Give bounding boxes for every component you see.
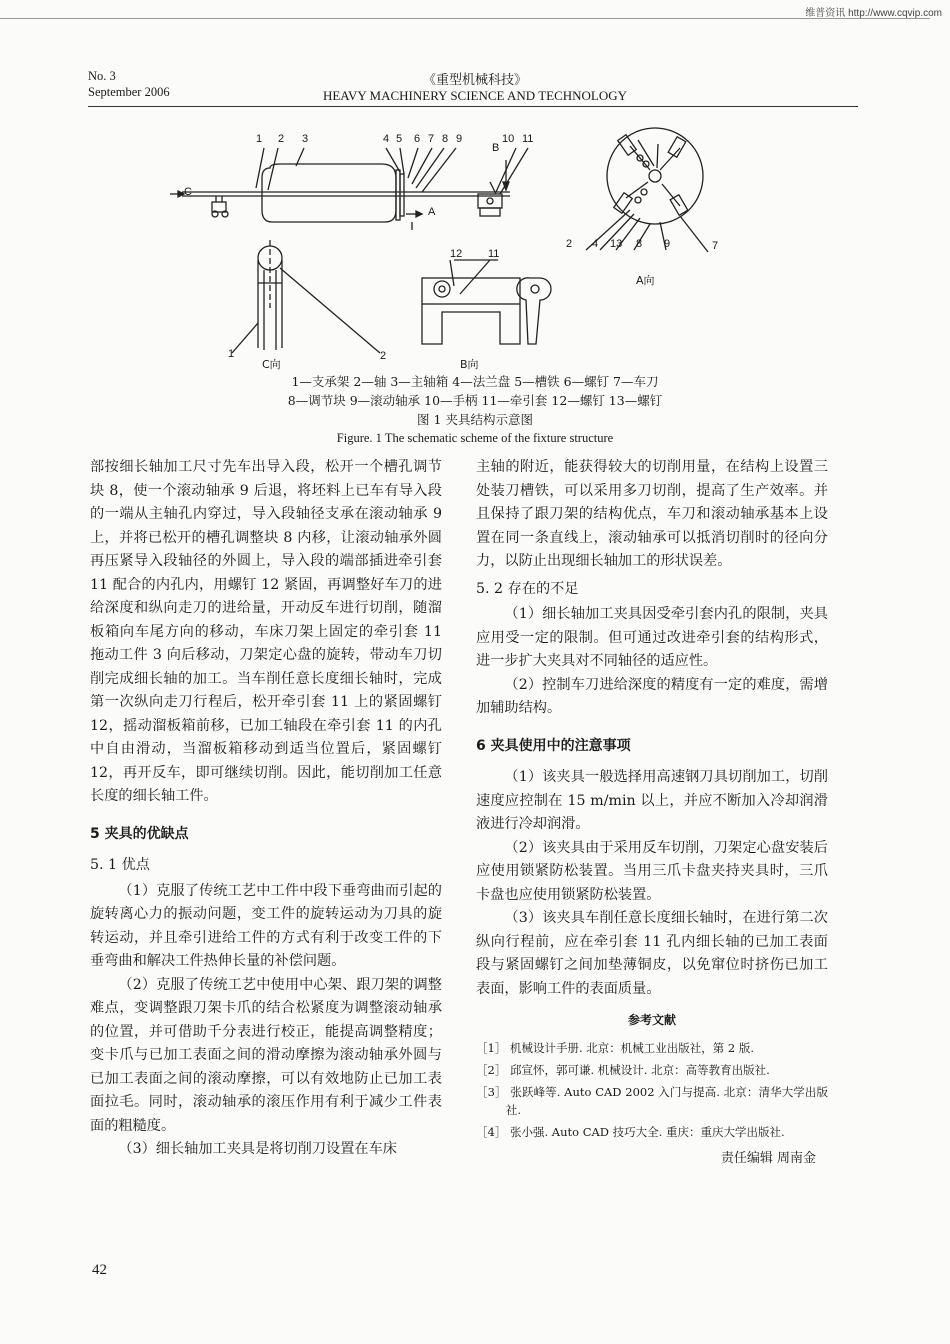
a-view-num-8: 8	[636, 238, 643, 250]
fig-label-c-arrow: C	[184, 186, 192, 198]
section-6-heading: 6 夹具使用中的注意事项	[476, 737, 631, 754]
a-view-num-13: 13	[610, 238, 623, 250]
journal-title-en: HEAVY MACHINERY SCIENCE AND TECHNOLOGY	[322, 88, 628, 103]
reference-item: ［3］ 张跃峰等. Auto CAD 2002 入门与提高. 北京：清华大学出版社.	[476, 1084, 828, 1117]
figure-caption-cn: 图 1 夹具结构示意图	[417, 412, 533, 427]
reference-item: ［2］ 邱宣怀，郭可谦. 机械设计. 北京：高等教育出版社.	[476, 1062, 770, 1077]
fig-label-6: 6	[414, 133, 421, 145]
a-view-num-2: 2	[566, 238, 573, 250]
watermark: 维普资讯 http://www.cqvip.com	[805, 8, 942, 19]
a-view-num-9: 9	[664, 238, 671, 250]
b-view-label: B向	[460, 358, 479, 371]
right-paragraph-6: （3）该夹具车削任意长度细长轴时，在进行第二次纵向行程前，应在牵引套 11 孔内细长轴的已加工表面段与紧固螺钉之间加垫薄铜皮，以免窜位时挤伤已加工表面，影响工件的表面质量。	[476, 910, 828, 997]
left-paragraph-1: 部按细长轴加工尺寸先车出导入段，松开一个槽孔调节块 8，使一个滚动轴承 9 后退，将坯料上已车有导入段的一端从主轴孔内穿过，导入段轴径支承在滚动轴承 9 上，并将已松开的槽孔调整块 8 内移，让滚动轴承外圆再压紧导入段轴径的外圆上，导入段的端部插进牵引套 11 配合的内孔内，用螺钉 12 紧固，再调整好车刀的进给深度和纵向走刀的进给量，开动反车进行切削，随溜板箱向车尾方向的移动，车床刀架上固定的牵引套 11 拖动工件 3 向后移动，刀架定心盘的旋转，带动车刀切削完成细长轴的加工。当车削任意长度细长轴时，完成第一次纵向走刀行程后，松开牵引套 11 上的紧固螺钉 12，摇动溜板箱前移，已加工轴段在牵引套 11 的内孔中自由滑动，当溜板箱移动到适当位置后，紧固螺钉 12，再开反车，即可继续切削。因此，能切削加工任意长度的细长轴工件。	[90, 459, 442, 804]
fig-label-9: 9	[456, 133, 463, 145]
issue-date: September 2006	[88, 85, 170, 99]
page-number: 42	[92, 1262, 107, 1278]
c-view-num-1: 1	[228, 348, 235, 360]
a-view-num-7: 7	[712, 240, 719, 252]
header-rule	[88, 106, 858, 107]
b-view-num-12: 12	[450, 248, 463, 260]
left-column	[90, 456, 442, 1162]
left-paragraph-2: （1）克服了传统工艺中工件中段下垂弯曲而引起的旋转离心力的振动问题，变工件的旋转运动为刀具的旋转运动，并且牵引进给工件的方式有利于改变工件的下垂弯曲和解决工件热伸长量的补偿问题。	[90, 882, 442, 969]
fig-label-11: 11	[522, 133, 534, 145]
b-view-num-11: 11	[488, 248, 500, 260]
c-view-num-2: 2	[380, 350, 387, 362]
responsible-editor: 责任编辑 周南金	[720, 1150, 816, 1166]
subsection-5-1-heading: 5. 1 优点	[90, 857, 150, 873]
c-view-label: C向	[262, 358, 281, 371]
legend-line-2: 8—调节块 9—滚动轴承 10—手柄 11—牵引套 12—螺钉 13—螺钉	[287, 393, 663, 408]
top-rule	[0, 18, 930, 19]
reference-item: ［1］ 机械设计手册. 北京：机械工业出版社，第 2 版.	[476, 1040, 755, 1055]
right-paragraph-3: （2）控制车刀进给深度的精度有一定的难度，需增加辅助结构。	[476, 676, 828, 716]
fig-label-1: 1	[256, 133, 263, 145]
fixture-figure	[160, 118, 750, 373]
right-paragraph-5: （2）该夹具由于采用反车切削，刀架定心盘安装后应使用锁紧防松装置。当用三爪卡盘夹持夹具时，三爪卡盘也应使用锁紧防松装置。	[476, 839, 828, 903]
fig-label-5: 5	[396, 133, 403, 145]
right-paragraph-1: 主轴的附近，能获得较大的切削用量，在结构上设置三处装刀槽铁，可以采用多刀切削，提高了生产效率。并且保持了跟刀架的结构优点，车刀和滚动轴承基本上设置在同一条直线上，滚动轴承可以抵消切削时的径向分力，以防止出现细长轴加工的形状误差。	[476, 459, 828, 569]
fig-label-2: 2	[278, 133, 285, 145]
journal-title-cn: 《重型机械科技》	[422, 72, 527, 87]
left-paragraph-3: （2）克服了传统工艺中使用中心架、跟刀架的调整难点，变调整跟刀架卡爪的结合松紧度为调整滚动轴承的位置，并可借助千分表进行校正，能提高调整精度；变卡爪与已加工表面之间的滑动摩擦为滚动轴承外圆与已加工表面之间的滚动摩擦，可以有效地防止已加工表面拉毛。同时，滚动轴承的滚压作用有利于减少工件表面的粗糙度。	[90, 976, 442, 1134]
fig-label-7: 7	[428, 133, 435, 145]
issue-number: No. 3	[88, 69, 116, 83]
a-view-label: A向	[636, 274, 655, 287]
journal-title	[0, 72, 950, 104]
section-5-heading: 5 夹具的优缺点	[90, 825, 189, 842]
references-heading: 参考文献	[627, 1013, 676, 1027]
fig-label-b-arrow: B	[492, 142, 500, 154]
fig-label-8: 8	[442, 133, 449, 145]
legend-line-1: 1—支承架 2—轴 3—主轴箱 4—法兰盘 5—槽铁 6—螺钉 7—车刀	[291, 374, 659, 389]
subsection-5-2-heading: 5. 2 存在的不足	[476, 580, 579, 597]
fig-label-4: 4	[383, 133, 390, 145]
right-paragraph-4: （1）该夹具一般选择用高速钢刀具切削加工，切削速度应控制在 15 m/min 以上，并应不断加入冷却润滑液进行冷却润滑。	[476, 769, 828, 832]
left-paragraph-4: （3）细长轴加工夹具是将切削刀设置在车床	[118, 1141, 397, 1157]
fig-label-3: 3	[302, 133, 309, 145]
figure-legend	[0, 372, 950, 448]
figure-caption-en: Figure. 1 The schematic scheme of the fixture structure	[336, 431, 614, 445]
a-view-num-4: 4	[592, 238, 599, 250]
right-paragraph-2: （1）细长轴加工夹具因受牵引套内孔的限制，夹具应用受一定的限制。但可通过改进牵引套的结构形式，进一步扩大夹具对不同轴径的适应性。	[476, 606, 828, 669]
fig-label-10: 10	[502, 133, 515, 145]
fig-label-a-arrow: A	[428, 206, 436, 218]
right-column	[476, 456, 828, 1170]
reference-item: ［4］ 张小强. Auto CAD 技巧大全. 重庆：重庆大学出版社.	[476, 1124, 785, 1139]
